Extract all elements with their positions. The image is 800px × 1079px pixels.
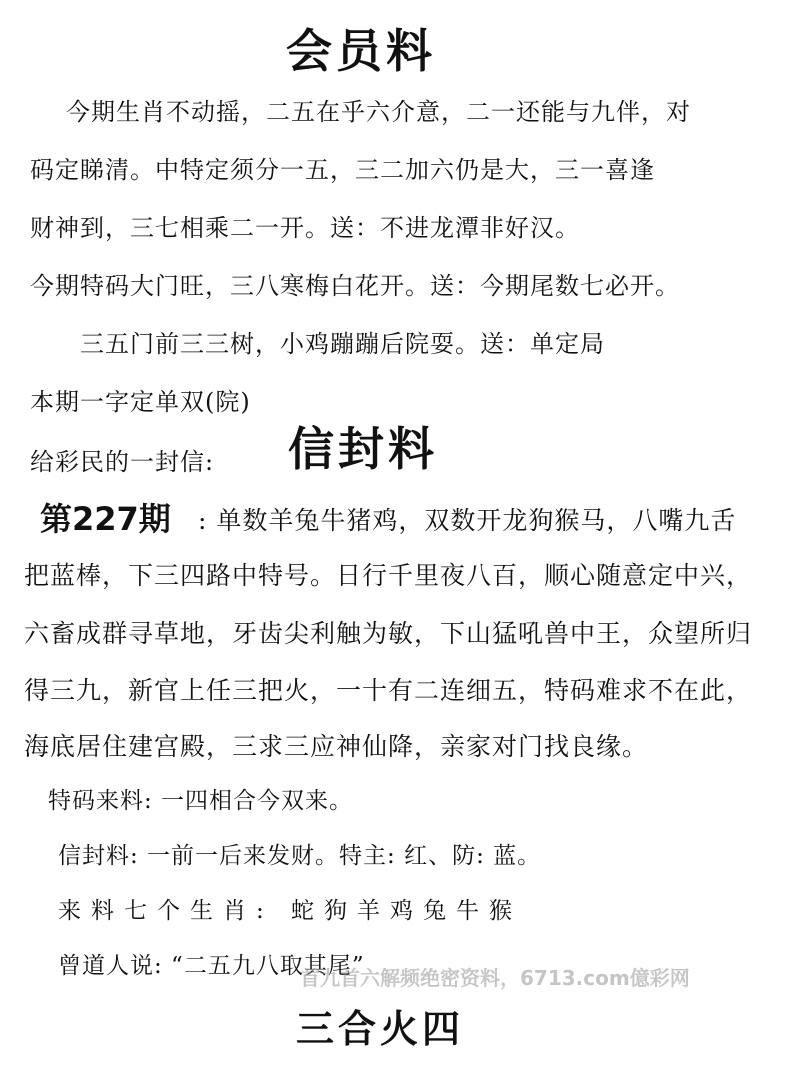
- member-line-1: 今期生肖不动摇，二五在乎六介意，二一还能与九伴，对: [66, 98, 691, 126]
- final-title: 三合火四: [296, 1006, 465, 1051]
- envelope-line-3: 六畜成群寻草地，牙齿尖利触为敏，下山猛吼兽中王，众望所归: [24, 619, 753, 648]
- envelope-line-1: : 单数羊兔牛猪鸡，双数开龙狗猴马，八嘴九舌: [198, 506, 737, 535]
- envelope-line-5: 海底居住建宫殿，三求三应神仙降，亲家对门找良缘。: [24, 732, 649, 761]
- member-line-2: 码定睇清。中特定须分一五，三二加六仍是大，三一喜逢: [30, 156, 655, 184]
- envelope-info: 信封料: 一前一后来发财。特主: 红、防: 蓝。: [58, 843, 542, 869]
- letter-intro: 给彩民的一封信:: [30, 448, 215, 476]
- issue-label: 第227期: [40, 500, 171, 538]
- special-source: 特码来料: 一四相合今双来。: [48, 788, 354, 814]
- daoist-saying: 曾道人说: “二五九八取其尾”: [58, 953, 365, 979]
- member-line-6: 本期一字定单双(院): [30, 388, 251, 416]
- seven-zodiacs: 来料七个生肖: 蛇狗羊鸡兔牛猴: [58, 898, 523, 924]
- envelope-line-2: 把蓝棒，下三四路中特号。日行千里夜八百，顺心随意定中兴，: [24, 561, 753, 590]
- title-envelope: 信封料: [288, 422, 438, 476]
- watermark: 首九首六解频绝密资料，6713.com億彩网: [300, 966, 690, 990]
- member-line-5: 三五门前三三树，小鸡蹦蹦后院耍。送：单定局: [80, 330, 605, 358]
- title-member: 会员料: [286, 24, 436, 78]
- envelope-line-4: 得三九，新官上任三把火，一十有二连细五，特码难求不在此，: [24, 676, 753, 705]
- member-line-3: 财神到，三七相乘二一开。送：不进龙潭非好汉。: [30, 214, 580, 242]
- member-line-4: 今期特码大门旺，三八寒梅白花开。送：今期尾数七必开。: [30, 272, 680, 300]
